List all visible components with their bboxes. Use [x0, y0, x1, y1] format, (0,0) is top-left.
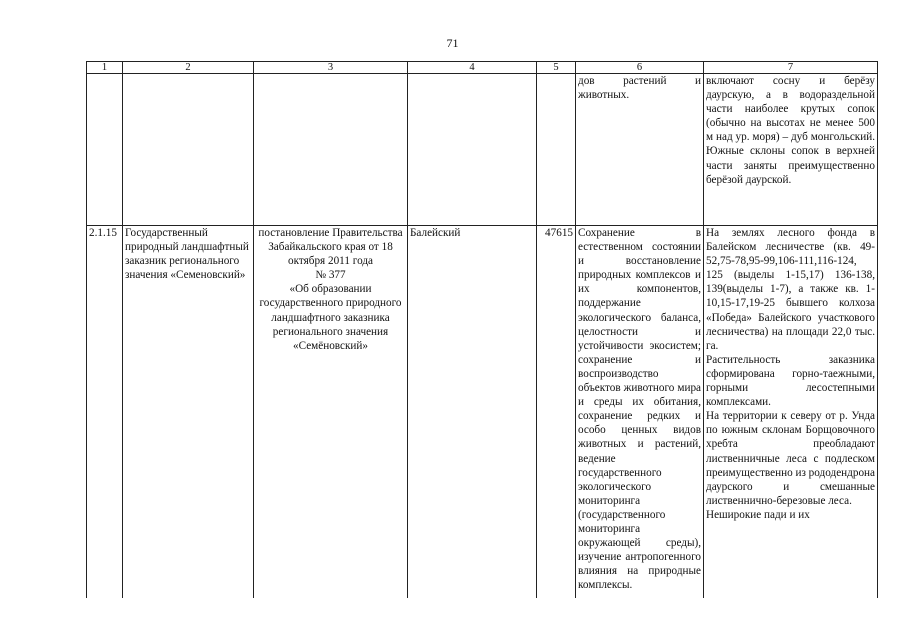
column-number-row: [87, 62, 878, 74]
description-continuation: включают сосну и берёзу даурскую, а в водораздельной части наиболее крутых сопок (обычно на высотах не менее 500 м над ур. моря) – дуб монгольский. Южные склоны сопок в верхней части заняты преимущественно берёзой даурской.: [704, 74, 878, 226]
column-number: 6: [576, 62, 704, 74]
description-paragraph: Неширокие пади и их: [706, 508, 810, 521]
area: 47615: [537, 226, 576, 599]
continued-row: [87, 74, 878, 226]
column-number: 3: [254, 62, 408, 74]
column-number: 1: [87, 62, 123, 74]
page-number: 71: [446, 36, 459, 50]
purpose-continuation: дов растений и животных.: [576, 74, 704, 226]
entry-number: 2.1.15: [87, 226, 123, 599]
purpose: Сохранение в естественном состоянии и восстановление природных комплексов и их компонентов, поддержание экологического баланса, целостности и устойчивости экосистем; сохранение и воспроизводство объектов животного мира и среды их обитания, сохранение редких и особо ценных видов животных и растений, ведение государственного экологического мониторинга (государственного мониторинга окружающей среды), изучение антропогенного влияния на природные комплексы.: [576, 226, 704, 599]
legal-document: [254, 226, 408, 599]
legal-document-title: «Об образовании государственного природного ландшафтного заказника регионального значения «Семёновский»: [259, 283, 402, 352]
empty-cell: [254, 74, 408, 226]
protected-areas-table: [86, 61, 878, 598]
description-paragraph: На территории к северу от р. Унда по южным склонам Борщовочного хребта преобладают лиственничные леса с подлеском преимущественно из рододендрона даурского и смешанные лиственнично-березовые леса.: [706, 410, 875, 507]
column-number: 4: [408, 62, 537, 74]
entry-name: Государственный природный ландшафтный заказник регионального значения «Семеновский»: [123, 226, 254, 599]
description: [704, 226, 878, 599]
legal-document-line: постановление Правительства Забайкальского края от 18 октября 2011 года: [258, 227, 403, 268]
empty-cell: [537, 74, 576, 226]
description-paragraph: Растительность заказника сформирована горно-таежными, горными лесостепными комплексами.: [706, 353, 875, 409]
column-number: 5: [537, 62, 576, 74]
column-number: 7: [704, 62, 878, 74]
district: Балейский: [408, 226, 537, 599]
column-number: 2: [123, 62, 254, 74]
description-paragraph: На землях лесного фонда в Балейском лесничестве (кв. 49-52,75-78,95-99,106-111,116-124, 125 (выделы 1-15,17) 136-138, 139(выделы 1-7), а также кв. 1-10,15-17,19-25 бывшего колхоза «Победа» Балейского участкового лесничества) на площади 22,0 тыс. га.: [706, 227, 875, 352]
empty-cell: [87, 74, 123, 226]
empty-cell: [123, 74, 254, 226]
empty-cell: [408, 74, 537, 226]
table-row: [87, 226, 878, 599]
legal-document-number: № 377: [315, 269, 346, 282]
